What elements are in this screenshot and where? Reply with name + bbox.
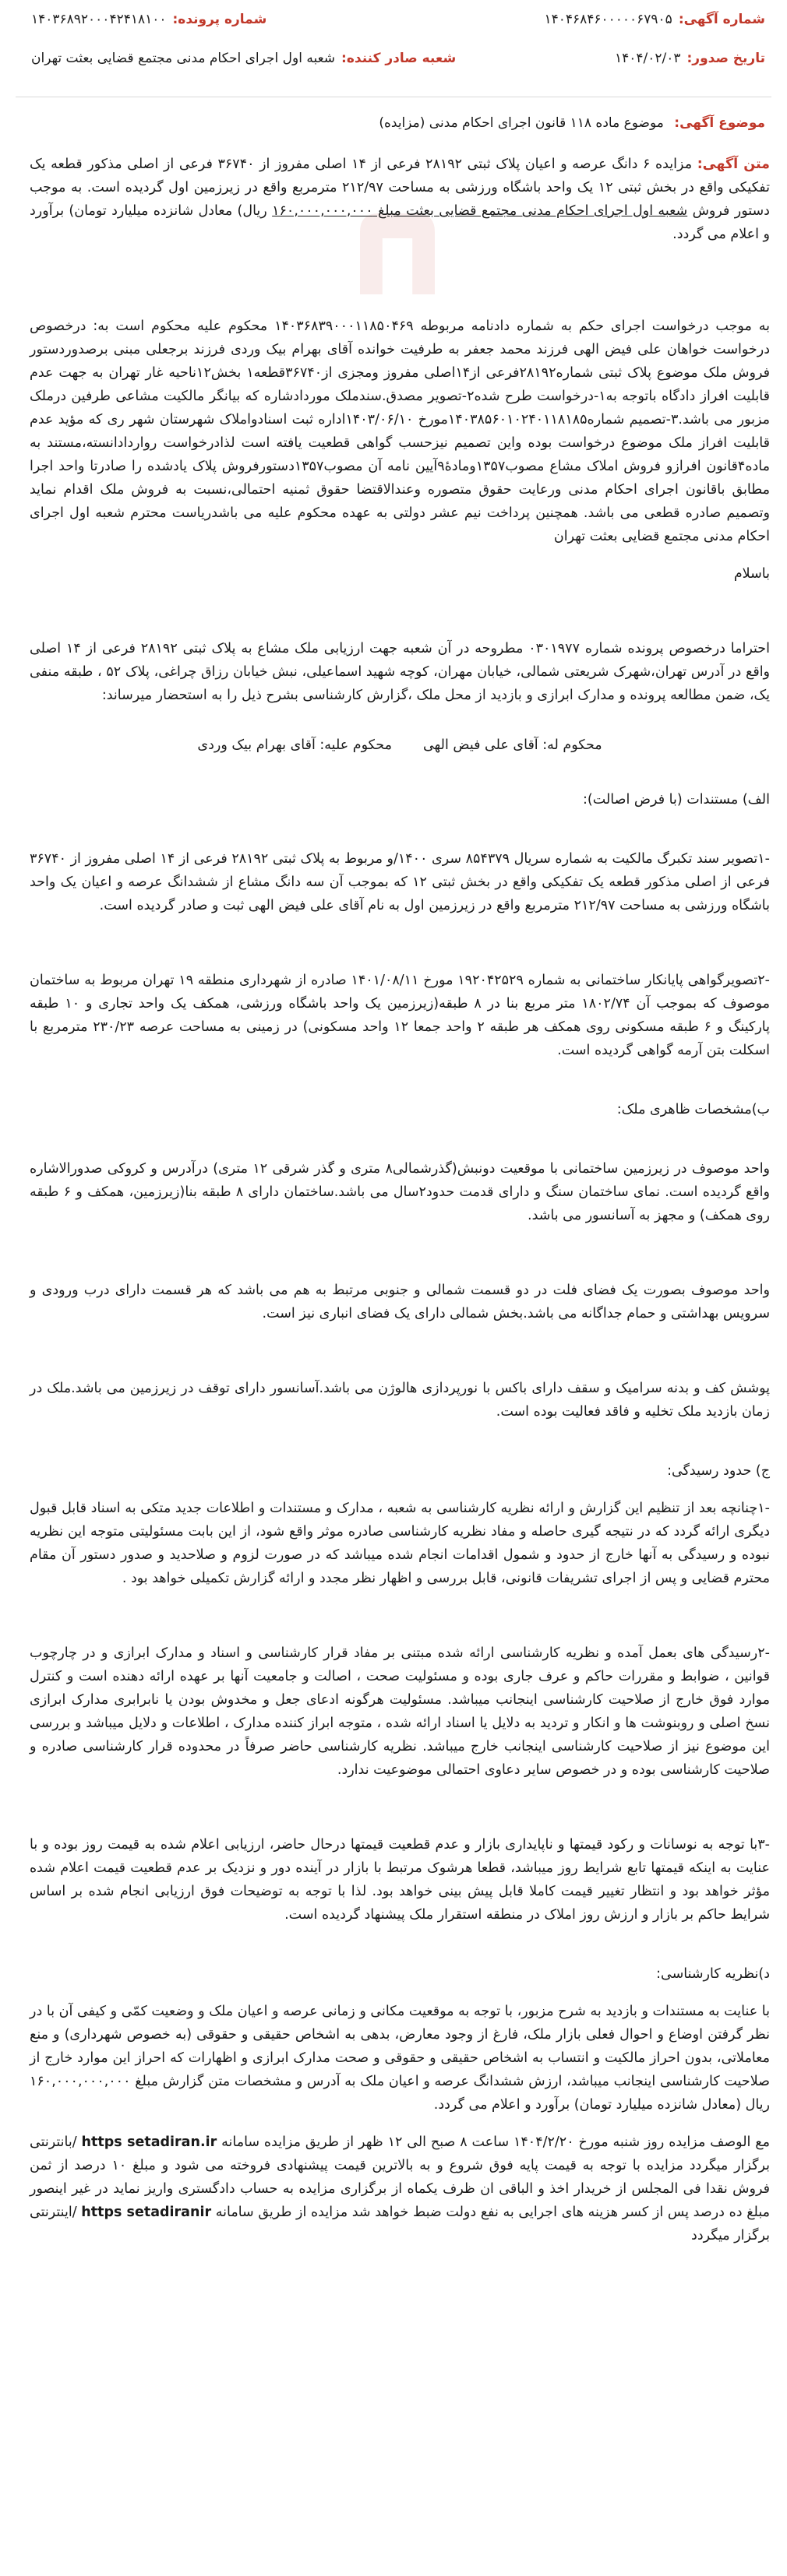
section-a-title: الف) مستندات (با فرض اصالت): bbox=[583, 792, 770, 808]
ad-number-label: شماره آگهی: bbox=[678, 12, 765, 27]
header-row-1 bbox=[31, 11, 765, 28]
salutation: باسلام bbox=[733, 566, 770, 582]
section-a-item-1: -۱تصویر سند تکبرگ مالکیت به شماره سریال ۸۵۴۳۷۹ سری ۱۴۰۰/و مربوط به پلاک ثبتی ۲۸۱۹۲ فرعی از ۱۴ اصلی مفروز از ۳۶۷۴۰ فرعی از اصلی مذکور قطعه یک تفکیکی واقع در بخش ثبتی ۱۲ که بموجب آن سه دانگ مشاع از ششدانگ عرصه و اعیان یک واحد باشگاه ورزشی به مساحت ۲۱۲/۹۷ مترمربع واقع در زیرزمین اول به نام آقای علی فیض الهی ثبت و صادر گردیده است. bbox=[30, 851, 770, 913]
section-d-item-1: با عنایت به مستندات و بازدید به شرح مزبور، با توجه به موقعیت مکانی و زمانی عرصه و اعیان ملک و وضعیت کمّی و کیفی آن با در نظر گرفتن اوضاع و احوال فعلی بازار ملک، فارغ از وجود معارض، بدهی به اشخاص حقیقی و حقوقی (به خصوص شهرداری) و منع معاملاتی، بدون احراز مالکیت و انتساب به اشخاص حقیقی و حقوقی و صحت مدارک ابرازی و اظهارات که احراز این موارد خارج از صلاحیت کارشناسی اینجانب میباشد، ارزش ششدانگ عرصه و اعیان ملک به آدرس و مشخصات متن گزارش مبلغ ۱۶۰,۰۰۰,۰۰۰,۰۰۰ ریال (معادل شانزده میلیارد تومان) برآورد و اعلام می گردد. bbox=[30, 2004, 770, 2113]
notice-topic bbox=[379, 115, 765, 131]
judgment-debtor: محکوم علیه: آقای بهرام بیک وردی bbox=[197, 737, 392, 753]
auction-text-3: /اینترنتی برگزار میگردد bbox=[30, 2205, 770, 2243]
section-c-title: ج) حدود رسیدگی: bbox=[667, 1463, 770, 1479]
judgment-creditor: محکوم له: آقای علی فیض الهی bbox=[422, 737, 602, 753]
auction-text-1: مع الوصف مزایده روز شنبه مورخ ۱۴۰۴/۲/۲۰ ساعت ۸ صبح الی ۱۲ ظهر از طریق مزایده سامانه bbox=[221, 2134, 770, 2150]
issue-date bbox=[615, 50, 765, 67]
expert-intro-paragraph: احتراما درخصوص پرونده شماره ۰۳۰۱۹۷۷ مطروحه در آن شعبه جهت ارزیابی ملک مشاع به پلاک ثبتی ۲۸۱۹۲ فرعی از ۱۴ اصلی واقع در آدرس تهران،شهرک شریعتی شمالی، خیابان مهران، کوچه شهید اسماعیلی، نبش خیابان رزاق چراغی، پلاک ۵۲ ، طبقه منفی یک، ضمن مطالعه پرونده و مدارک ابرازی و بازدید از محل ملک ،گزارش کارشناسی بشرح ذیل را به استحضار میرساند: bbox=[30, 641, 771, 703]
execution-request-paragraph: به موجب درخواست اجرای حکم به شماره دادنامه مربوطه ۱۴۰۳۶۸۳۹۰۰۰۱۱۸۵۰۴۶۹ محکوم علیه محکوم است به: درخصوص درخواست خواهان علی فیض الهی فرزند محمد جعفر به طرفیت خوانده آقای بهرام بیک وردی فرزند برجعلی مبنی برصدوردستور فروش ملک موضوع پلاک ثبتی شماره۲۸۱۹۲فرعی از۱۴اصلی مفروز ومجزی از۳۶۷۴۰قطعه۱ بخش۱۲ناحیه غار تهران به جهت عدم قابلیت افراز دادگاه باتوجه به۱-درخواست طرح شده۲-تصویر مصدق.سندملک موردادشاره که بیانگر مالکیت مشاعی طرفین درملک مزبور می باشد.۳-تصمیم شماره۱۴۰۳۸۵۶۰۱۰۲۴۰۱۱۸۱۸۵مورخ ۱۴۰۳/۰۶/۱۰اداره ثبت اسنادواملاک شهرستان شهر ری که مؤید عدم قابلیت افراز ملک موضوع درخواست بوده واین تصمیم نیزحسب گواهی قطعیت یافته است لذادرخواست رواردادانسته،مستند به ماده۴قانون افرازو فروش املاک مشاع مصوب۱۳۵۷ومادۀ۹آیین نامه آن مصوب۱۳۵۷دستورفروش پلاک یادشده را صادرتا واحد اجرا مطابق باقانون اجرای احکام مدنی ورعایت حقوق متصوره وعندالاقتضا حقوق ثمنیه احتمالی،نسبت به فروش ملک اقدام نماید وتصمیم صادره قطعی می باشد. همچنین پرداخت نیم عشر دولتی به عهده محکوم علیه می باشدریاست محترم شعبه اول اجرای احکام مدنی مجتمع قضایی بعثت تهران bbox=[30, 318, 771, 544]
issue-date-value: ۱۴۰۴/۰۲/۰۳ bbox=[614, 51, 681, 66]
issuing-branch bbox=[31, 50, 456, 67]
section-b-title: ب)مشخصات ظاهری ملک: bbox=[616, 1102, 770, 1117]
intro-paragraph bbox=[30, 153, 770, 246]
intro-text-1: مزایده ۶ دانگ عرصه و اعیان پلاک ثبتی ۲۸۱۹۲ فرعی از ۱۴ اصلی مفروز از ۳۶۷۴۰ فرعی از اصلی مذکور قطعه یک تفکیکی واقع در بخش ثبتی ۱۲ یک واحد باشگاه ورزشی به مساحت ۲۱۲/۹۷ مترمربع واقع در زیرزمین اول گردیده است. به موجب دستور فروش bbox=[30, 157, 770, 219]
case-number bbox=[31, 11, 266, 28]
section-d-title: د)نظریه کارشناسی: bbox=[656, 1966, 770, 1982]
ad-number-value: ۱۴۰۴۶۸۴۶۰۰۰۰۰۶۷۹۰۵ bbox=[544, 12, 672, 27]
topic-value: موضوع ماده ۱۱۸ قانون اجرای احکام مدنی (مزایده) bbox=[379, 115, 664, 131]
intro-text-2: ریال) معادل شانزده میلیارد تومان) برآورد و اعلام می گردد. bbox=[30, 203, 770, 242]
case-number-label: شماره پرونده: bbox=[172, 12, 267, 27]
section-b-item-1: واحد موصوف در زیرزمین ساختمانی با موقعیت دونبش(گذرشمالی۸ متری و گذر شرقی ۱۲ متری) درآدرس و کروکی صدورالاشاره واقع گردیده است. نمای ساختمان سنگ و دارای قدمت حدود۲سال می باشد.ساختمان دارای ۸ طبقه بنا(زیرزمین، همکف و ۶ طبقه روی همکف) و مجهز به آسانسور می باشد. bbox=[30, 1161, 771, 1223]
section-c-item-3: -۳با توجه به نوسانات و رکود قیمتها و ناپایداری بازار و عدم قطعیت قیمتها درحال حاضر، ارزیابی اعلام شده به قیمت روز بوده و با عنایت به اینکه قیمتها تابع شرایط روز میباشد، قطعا هرشوک مرتبط با بازار در آینده دور و نزدیک بر عدم قطعیت قیمت اعلام شده مؤثر خواهد بود و انتظار تغییر قیمت کاملا قابل پیش بینی خواهد بود. لذا با توجه به توضیحات فوق ارزیابی انجام شده بر اساس شرایط حاکم بر بازار و ارزش روز املاک در منطقه استقرار ملک پیشنهاد گردیده است. bbox=[30, 1837, 770, 1923]
ad-number bbox=[544, 11, 765, 28]
auction-text-2: /بانترنتی برگزار میگردد مزایده با توجه به قیمت پایه فوق شروع و به بالاترین قیمت پیشنهادی فروخته می شود و مبلغ ۱۰ درصد از ثمن فروش نقدا فی المجلس از خریدار اخذ و الباقی ان ظرف یکماه از برگزاری مزایده به حساب دادگستری واریز نماید در غیر اینصور مبلغ ده درصد پس از کسر هزینه های اجرایی به نفع دولت ضبط خواهد شد مزایده از طریق سامانه bbox=[30, 2134, 770, 2220]
issuing-branch-label: شعبه صادر کننده: bbox=[341, 51, 457, 66]
case-number-value: ۱۴۰۳۶۸۹۲۰۰۰۴۲۴۱۸۱۰۰ bbox=[31, 12, 167, 27]
section-b-item-3: پوشش کف و بدنه سرامیک و سقف دارای باکس با نورپردازی هالوژن می باشد.آسانسور دارای توقف در زیرزمین می باشد.ملک در زمان بازدید ملک تخلیه و فاقد فعالیت بوده است. bbox=[30, 1381, 770, 1420]
section-c-item-1: -۱چنانچه بعد از تنظیم این گزارش و ارائه نظریه کارشناسی به شعبه ، مدارک و مستندات و اطلاعات جدید متکی به اسناد قابل قبول دیگری ارائه گردد که در نتیجه گیری حاصله و مفاد نظریه کارشناسی صادره موثر واقع شود، از این بابت مسئولیتی متوجه این نظریه نبوده و رسیدگی به آنها خارج از حدود و شمول اقدامات انجام شده میباشد که در صورت لزوم و صلاحدید و صدور دستور آن مقام محترم قضایی و پس از اجرای تشریفات قانونی، قابل بررسی و اظهار نظر مجدد و ارائه گزارش تکمیلی خواهد بود . bbox=[30, 1501, 770, 1586]
header-row-2 bbox=[31, 50, 765, 67]
parties-row bbox=[30, 734, 770, 757]
intro-text-underlined: شعبه اول اجرای احکام مدنی مجتمع قضایی بعثت مبلغ ۱۶۰,۰۰۰,۰۰۰,۰۰۰ bbox=[272, 203, 688, 219]
section-c-item-2: -۲رسیدگی های بعمل آمده و نظریه کارشناسی ارائه شده مبتنی بر مفاد قرار کارشناسی و اسناد و مدارک ابرازی و در چارچوب قوانین ، ضوابط و مقررات حاکم و عرف جاری بوده و مسئولیت صحت ، اصالت و جامعیت آنها بر عهده ارائه دهنده است و کنترل موارد فوق خارج از صلاحیت کارشناسی اینجانب میباشد. مسئولیت هرگونه ادعای جعل و مخدوش بودن یا نابرابری مدارک ابرازی نسخ اصلی و روبنوشت ها و انکار و تردید به دلایل یا اسناد ارائه شده ، متوجه ابراز کننده مدارک ، اطلاعات و دلایل میباشد و بررسی این موضوع نیز از صلاحیت کارشناسی اینجانب خارج میباشد. نظریه کارشناسی حاضر صرفاً در محدوده قرار کارشناسی صادره و صلاحیت کارشناسی بوده و در خصوص سایر دعاوی احتمالی موضوعیت ندارد. bbox=[30, 1645, 770, 1778]
notice-body bbox=[30, 153, 770, 2261]
body-text-label: متن آگهی: bbox=[697, 157, 770, 172]
setadiran-link-2[interactable]: https setadiranir bbox=[81, 2205, 212, 2220]
issuing-branch-value: شعبه اول اجرای احکام مدنی مجتمع قضایی بعثت تهران bbox=[31, 51, 336, 66]
setadiran-link-1[interactable]: https setadiran.ir bbox=[81, 2134, 217, 2150]
issue-date-label: تاریخ صدور: bbox=[686, 51, 765, 66]
auction-schedule-paragraph bbox=[30, 2131, 770, 2247]
topic-label: موضوع آگهی: bbox=[674, 115, 765, 131]
section-a-item-2: -۲تصویرگواهی پایانکار ساختمانی به شماره ۱۹۲۰۴۲۵۲۹ مورخ ۱۴۰۱/۰۸/۱۱ صادره از شهرداری منطقه ۱۹ تهران مربوط به ساختمان موصوف که بموجب آن ۱۸۰۲/۷۴ متر مربع بنا در ۸ طبقه(زیرزمین یک واحد باشگاه ورزشی، همکف یک واحد تجاری و ۱۰ طبقه پارکینگ و ۶ طبقه مسکونی روی همکف هر طبقه ۲ واحد جمعا ۱۲ واحد مسکونی) در زمینی به مساحت عرصه ۲۳۰/۲۳ مترمربع با اسکلت بتن آرمه گواهی گردیده است. bbox=[30, 973, 771, 1058]
section-b-item-2: واحد موصوف بصورت یک فضای فلت در دو قسمت شمالی و جنوبی مرتبط به هم می باشد که هر قسمت دارای درب ورودی و سرویس بهداشتی و حمام جداگانه می باشد.بخش شمالی دارای یک فضای انباری نیز است. bbox=[30, 1283, 770, 1321]
